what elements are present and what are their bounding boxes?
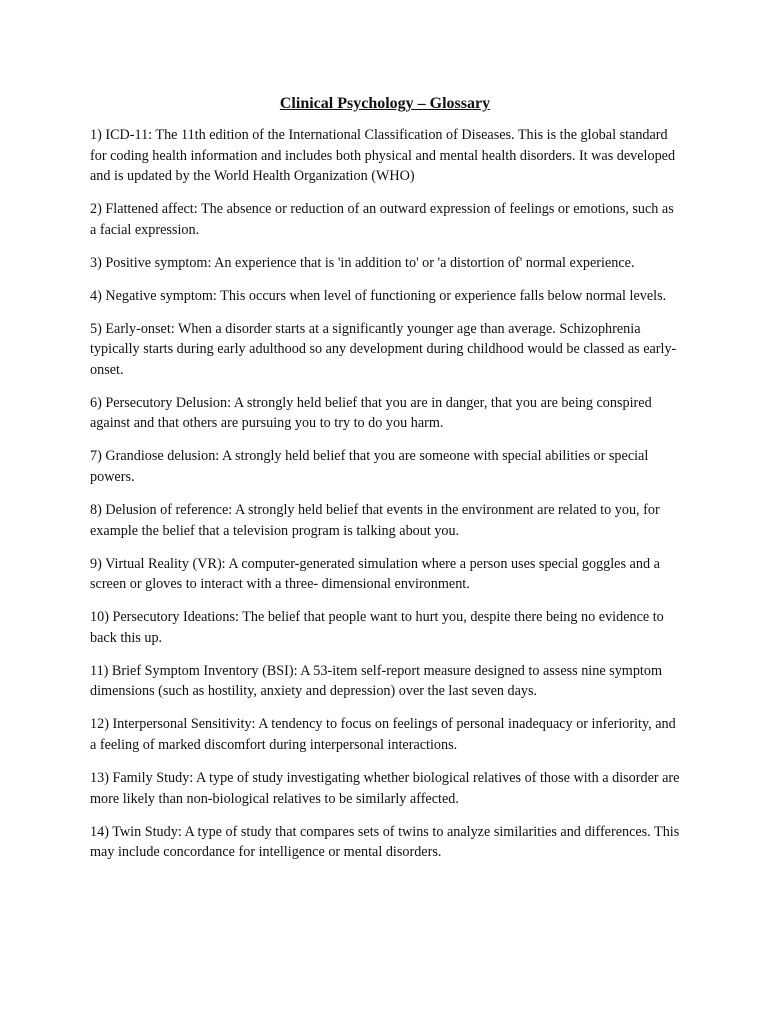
glossary-entry-interpersonal-sensitivity: 12) Interpersonal Sensitivity: A tendency to focus on feelings of personal inadequacy or inferiority, and a feeling of marked discomfort during interpersonal interactions. [90, 716, 676, 753]
document-page [90, 94, 680, 875]
document-title: Clinical Psychology – Glossary [279, 95, 491, 112]
glossary-entry-delusion-of-reference: 8) Delusion of reference: A strongly held belief that events in the environment are related to you, for example the belief that a television program is talking about you. [90, 502, 660, 539]
glossary-entry-family-study: 13) Family Study: A type of study investigating whether biological relatives of those with a disorder are more likely than non-biological relatives to be similarly affected. [90, 769, 680, 807]
glossary-entry-flattened-affect: 2) Flattened affect: The absence or reduction of an outward expression of feelings or emotions, such as a facial expression. [90, 201, 674, 238]
glossary-entry-persecutory-delusion: 6) Persecutory Delusion: A strongly held belief that you are in danger, that you are being conspired against and that others are pursuing you to try to do you harm. [90, 394, 652, 432]
glossary-entry-positive-symptom: 3) Positive symptom: An experience that is 'in addition to' or 'a distortion of' normal experience. [90, 254, 635, 271]
glossary-entry-icd-11: 1) ICD-11: The 11th edition of the International Classification of Diseases. This is the global standard for coding health information and includes both physical and mental health disorders. It was developed and is updated by the World Health Organization (WHO) [90, 127, 676, 185]
glossary-entry-brief-symptom-inventory: 11) Brief Symptom Inventory (BSI): A 53-item self-report measure designed to assess nine symptom dimensions (such as hostility, anxiety and depression) over the last seven days. [90, 662, 663, 700]
glossary-entry-early-onset: 5) Early-onset: When a disorder starts at a significantly younger age than average. Schizophrenia typically starts during early adulthood so any development during childhood would be classed as early-onset. [90, 320, 677, 378]
glossary-entry-negative-symptom: 4) Negative symptom: This occurs when level of functioning or experience falls below normal levels. [90, 287, 667, 304]
glossary-entry-persecutory-ideations: 10) Persecutory Ideations: The belief that people want to hurt you, despite there being no evidence to back this up. [90, 609, 664, 646]
glossary-entry-twin-study: 14) Twin Study: A type of study that compares sets of twins to analyze similarities and differences. This may include concordance for intelligence or mental disorders. [90, 823, 680, 861]
glossary-entry-virtual-reality: 9) Virtual Reality (VR): A computer-generated simulation where a person uses special goggles and a screen or gloves to interact with a three- dimensional environment. [90, 555, 660, 593]
glossary-entry-grandiose-delusion: 7) Grandiose delusion: A strongly held belief that you are someone with special abilities or special powers. [90, 448, 649, 486]
